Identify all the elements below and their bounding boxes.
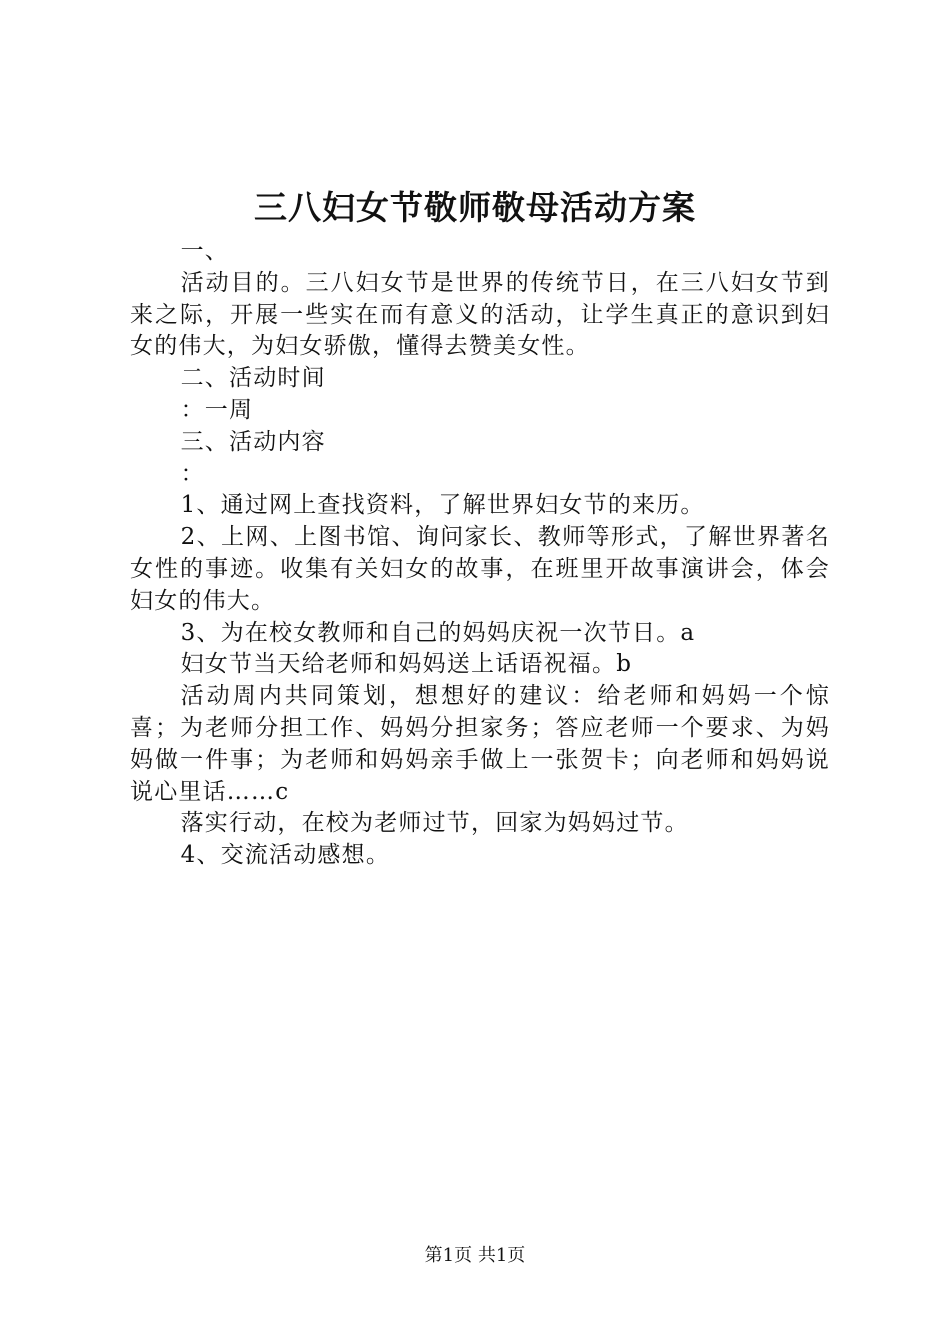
- list-item-2: 2、上网、上图书馆、询问家长、教师等形式，了解世界著名女性的事迹。收集有关妇女的故事，在班里开故事演讲会，体会妇女的伟大。: [130, 524, 830, 614]
- document-body: [130, 236, 830, 872]
- page-footer: [0, 1244, 950, 1268]
- sub-item-action: 落实行动，在校为老师过节，回家为妈妈过节。: [180, 810, 689, 837]
- page-number: 第1页: [424, 1245, 473, 1266]
- paragraph-time: ：一周: [180, 396, 254, 423]
- list-item-3: 3、为在校女教师和自己的妈妈庆祝一次节日。a: [180, 619, 696, 646]
- list-item-4: 4、交流活动感想。: [180, 842, 391, 869]
- paragraph-purpose: 活动目的。三八妇女节是世界的传统节日，在三八妇女节到来之际，开展一些实在而有意义的活动，让学生真正的意识到妇女的伟大，为妇女骄傲，懂得去赞美女性。: [130, 269, 830, 360]
- document-title: 三八妇女节敬师敬母活动方案: [254, 188, 696, 227]
- sub-item-b: 妇女节当天给老师和妈妈送上话语祝福。b: [180, 651, 633, 678]
- paragraph-content-colon: ：: [180, 460, 205, 487]
- list-item-1: 1、通过网上查找资料，了解世界妇女节的来历。: [180, 492, 705, 519]
- section-heading-3: 三、活动内容: [180, 428, 326, 455]
- section-heading-1: 一、: [180, 238, 229, 264]
- sub-item-c: 活动周内共同策划，想想好的建议：给老师和妈妈一个惊喜；为老师分担工作、妈妈分担家务；答应老师一个要求、为妈妈做一件事；为老师和妈妈亲手做上一张贺卡；向老师和妈妈说说心里话……c: [130, 683, 830, 805]
- section-heading-2: 二、活动时间: [180, 365, 326, 392]
- page-total: 共1页: [477, 1245, 526, 1266]
